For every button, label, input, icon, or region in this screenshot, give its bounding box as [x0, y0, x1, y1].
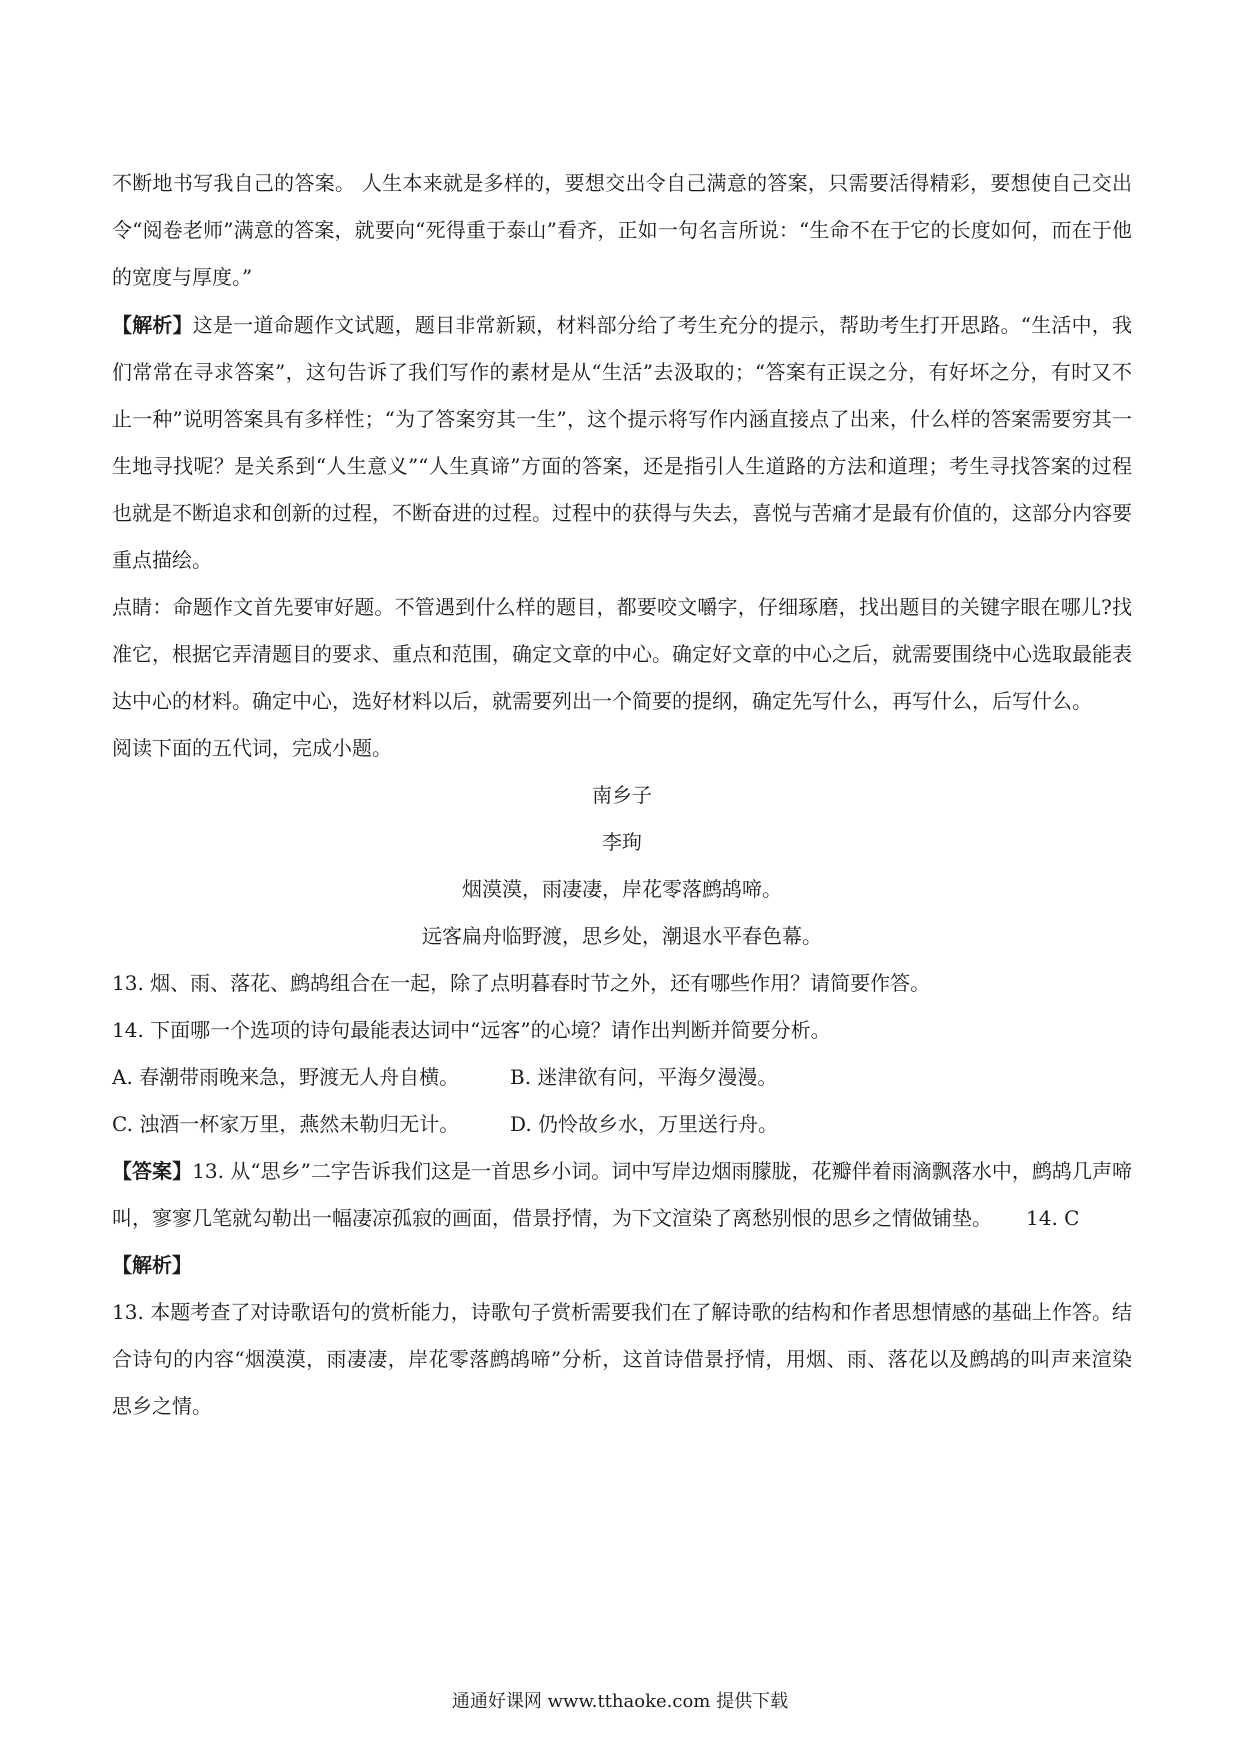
- analysis-text: 这是一道命题作文试题，题目非常新颖，材料部分给了考生充分的提示，帮助考生打开思路。“生活中，我们常常在寻求答案”，这句告诉了我们写作的素材是从“生活”去汲取的；“答案有正误之分，有好坏之分，有时又不止一种”说明答案具有多样性；“为了答案穷其一生”，这个提示将写作内涵直接点了出来，什么样的答案需要穷其一生地寻找呢？是关系到“人生意义”“人生真谛”方面的答案，还是指引人生道路的方法和道理；考生寻找答案的过程也就是不断追求和创新的过程，不断奋进的过程。过程中的获得与失去，喜悦与苦痛才是最有价值的，这部分内容要重点描绘。: [112, 313, 1132, 572]
- option-b: B. 迷津欲有问，平海夕漫漫。: [510, 1065, 778, 1089]
- option-c: C. 浊酒一杯家万里，燕然未勒归无计。: [112, 1112, 460, 1136]
- analysis-paragraph: [112, 302, 1132, 584]
- poem-line-1: 烟漠漠，雨凄凄，岸花零落鹧鸪啼。: [462, 877, 782, 901]
- answer-text: 13. 从“思乡”二字告诉我们这是一首思乡小词。词中写岸边烟雨朦胧，花瓣伴着雨滴飘落水中，鹧鸪几声啼叫，寥寥几笔就勾勒出一幅凄凉孤寂的画面，借景抒情，为下文渲染了离愁别恨的思乡之情做铺垫。: [112, 1159, 1133, 1230]
- answer-14: 14. C: [1026, 1206, 1080, 1230]
- poem-line-2: 远客扁舟临野渡，思乡处，潮退水平春色幕。: [422, 924, 822, 948]
- poem-title: 南乡子: [592, 783, 652, 807]
- answer-label: 【答案】: [112, 1159, 193, 1183]
- options-row-2: [112, 1101, 1132, 1148]
- analysis-2-label: 【解析】: [112, 1253, 192, 1277]
- analysis-label: 【解析】: [112, 313, 193, 337]
- essay-conclusion-paragraph: 不断地书写我自己的答案。 人生本来就是多样的，要想交出令自己满意的答案，只需要活得精彩，要想使自己交出令“阅卷老师”满意的答案，就要向“死得重于泰山”看齐，正如一句名言所说：“生命不在于它的长度如何，而在于他的宽度与厚度。”: [112, 171, 1132, 289]
- analysis-2-label-line: [112, 1242, 1132, 1289]
- tip-paragraph: 点睛：命题作文首先要审好题。不管遇到什么样的题目，都要咬文嚼字，仔细琢磨，找出题目的关键字眼在哪儿?找准它，根据它弄清题目的要求、重点和范围，确定文章的中心。确定好文章的中心之后，就需要围绕中心选取最能表达中心的材料。确定中心，选好材料以后，就需要列出一个简要的提纲，确定先写什么，再写什么，后写什么。: [112, 595, 1132, 713]
- options-row-1: [112, 1054, 1132, 1101]
- option-d: D. 仍怜故乡水，万里送行舟。: [510, 1112, 779, 1136]
- poem-author: 李珣: [602, 830, 642, 854]
- question-14: 14. 下面哪一个选项的诗句最能表达词中“远客”的心境？请作出判断并简要分析。: [112, 1018, 831, 1042]
- option-a: A. 春潮带雨晚来急，野渡无人舟自横。: [112, 1065, 460, 1089]
- reading-instruction: 阅读下面的五代词，完成小题。: [112, 736, 392, 760]
- question-13: 13. 烟、雨、落花、鹧鸪组合在一起，除了点明暮春时节之外，还有哪些作用？请简要作答。: [112, 971, 931, 995]
- analysis-2-paragraph: 13. 本题考查了对诗歌语句的赏析能力，诗歌句子赏析需要我们在了解诗歌的结构和作者思想情感的基础上作答。结合诗句的内容“烟漠漠，雨凄凄，岸花零落鹧鸪啼”分析，这首诗借景抒情，用烟、雨、落花以及鹧鸪的叫声来渲染思乡之情。: [112, 1300, 1132, 1418]
- document-body: [112, 160, 1132, 1430]
- answer-paragraph: [112, 1148, 1132, 1242]
- page-footer: 通通好课网 www.tthaoke.com 提供下载: [451, 1691, 789, 1712]
